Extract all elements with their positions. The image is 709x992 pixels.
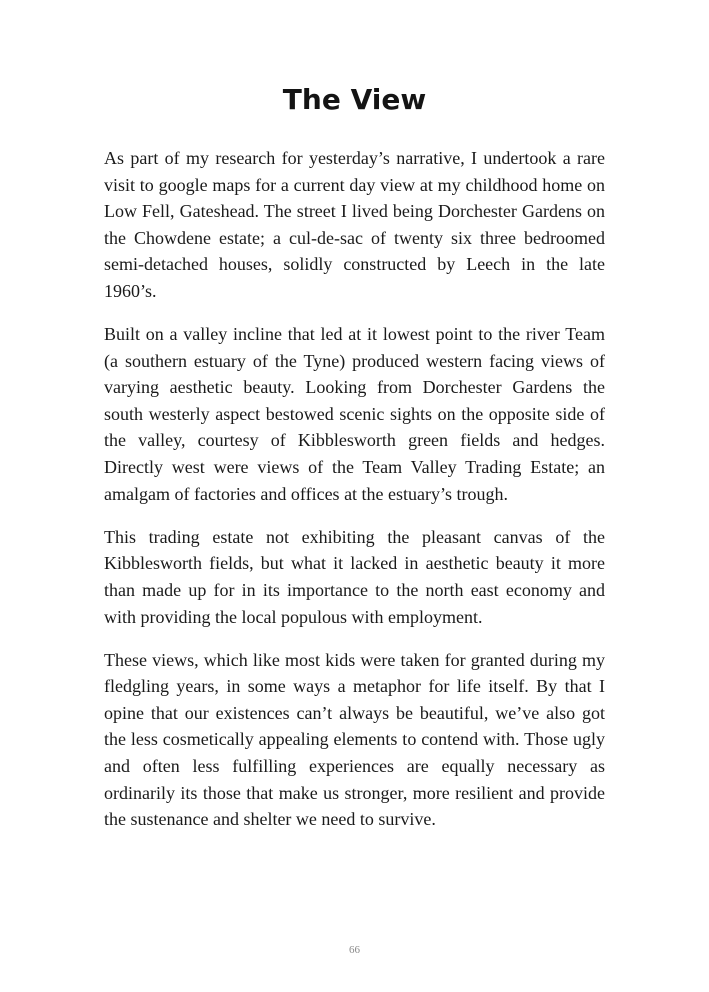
body-text	[104, 145, 605, 849]
paragraph-2: Built on a valley incline that led at it lowest point to the river Team (a southern estuary of the Tyne) produced western facing views of varying aesthetic beauty. Looking from Dorchester Gardens the south westerly aspect bestowed scenic sights on the opposite side of the valley, courtesy of Kibblesworth green fields and hedges. Directly west were views of the Team Valley Trading Estate; an amalgam of factories and offices at the estuary’s trough.	[104, 324, 605, 504]
paragraph-4: These views, which like most kids were taken for granted during my fledgling years, in some ways a metaphor for life itself. By that I opine that our existences can’t always be beautiful, we’ve also got the less cosmetically appealing elements to contend with. Those ugly and often less fulfilling experiences are equally necessary as ordinarily its those that make us stronger, more resilient and provide the sustenance and shelter we need to survive.	[104, 649, 605, 830]
paragraph-1: As part of my research for yesterday’s narrative, I undertook a rare visit to google maps for a current day view at my childhood home on Low Fell, Gateshead. The street I lived being Dorchester Gardens on the Chowdene estate; a cul-de-sac of twenty six three bedroomed semi-detached houses, solidly constructed by Leech in the late 1960’s.	[104, 148, 605, 301]
page-title: The View	[282, 83, 427, 116]
paragraph-3: This trading estate not exhibiting the pleasant canvas of the Kibblesworth fields, but what it lacked in aesthetic beauty it more than made up for in its importance to the north east economy and with providing the local populous with employment.	[104, 526, 605, 627]
page-number: 66	[349, 944, 360, 956]
